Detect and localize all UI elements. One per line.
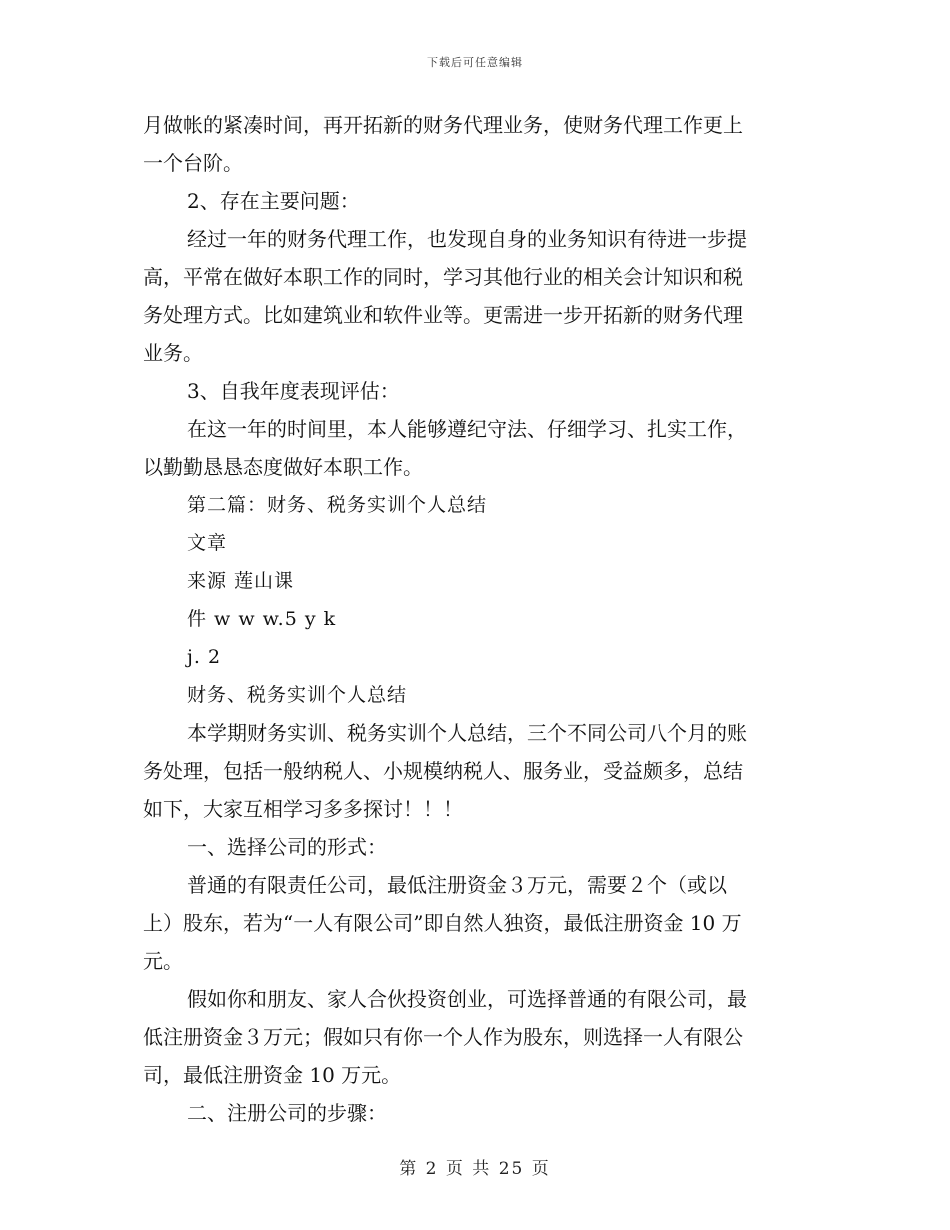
section-title: 财务、税务实训个人总结: [187, 684, 408, 706]
body-line: 文章: [187, 532, 228, 554]
body-line: 业务。: [143, 341, 203, 365]
body-line: 务处理方式。比如建筑业和软件业等。更需进一步开拓新的财务代理: [143, 303, 743, 327]
body-line: 在这一年的时间里，本人能够遵纪守法、仔细学习、扎实工作，: [187, 417, 747, 441]
body-line: 件 w w w.5 y k: [187, 608, 337, 630]
body-line: 如下，大家互相学习多多探讨！！！: [143, 797, 463, 821]
body-line: 司，最低注册资金 10 万元。: [143, 1063, 402, 1087]
page-footer: 第 2 页 共 25 页: [399, 1159, 551, 1179]
body-line: 本学期财务实训、税务实训个人总结，三个不同公司八个月的账: [187, 721, 747, 745]
section-heading: 3、自我年度表现评估：: [187, 379, 400, 403]
body-line: 经过一年的财务代理工作，也发现自身的业务知识有待进一步提: [187, 227, 747, 251]
section-heading: 2、存在主要问题：: [187, 189, 360, 213]
body-line: j. 2: [187, 646, 222, 668]
chapter-title: 第二篇：财务、税务实训个人总结: [187, 494, 488, 516]
body-line: 上）股东，若为“一人有限公司”即自然人独资，最低注册资金 10 万: [143, 911, 742, 935]
document-body: [143, 106, 803, 1132]
body-line: 假如你和朋友、家人合伙投资创业，可选择普通的有限公司，最: [187, 987, 747, 1011]
section-heading: 二、注册公司的步骤：: [187, 1101, 387, 1125]
body-line: 月做帐的紧凑时间，再开拓新的财务代理业务，使财务代理工作更上: [143, 113, 743, 137]
body-line: 以勤勤恳恳态度做好本职工作。: [143, 455, 423, 479]
body-line: 元。: [143, 949, 183, 973]
body-line: 普通的有限责任公司，最低注册资金３万元，需要２个（或以: [187, 873, 727, 897]
body-line: 高，平常在做好本职工作的同时，学习其他行业的相关会计知识和税: [143, 265, 743, 289]
body-line: 一个台阶。: [143, 151, 243, 175]
body-line: 务处理，包括一般纳税人、小规模纳税人、服务业，受益颇多，总结: [143, 759, 743, 783]
body-line: 来源 莲山课: [187, 570, 295, 592]
section-heading: 一、选择公司的形式：: [187, 835, 387, 859]
body-line: 低注册资金３万元；假如只有你一个人作为股东，则选择一人有限公: [143, 1025, 743, 1049]
page-header: 下载后可任意编辑: [427, 56, 523, 69]
